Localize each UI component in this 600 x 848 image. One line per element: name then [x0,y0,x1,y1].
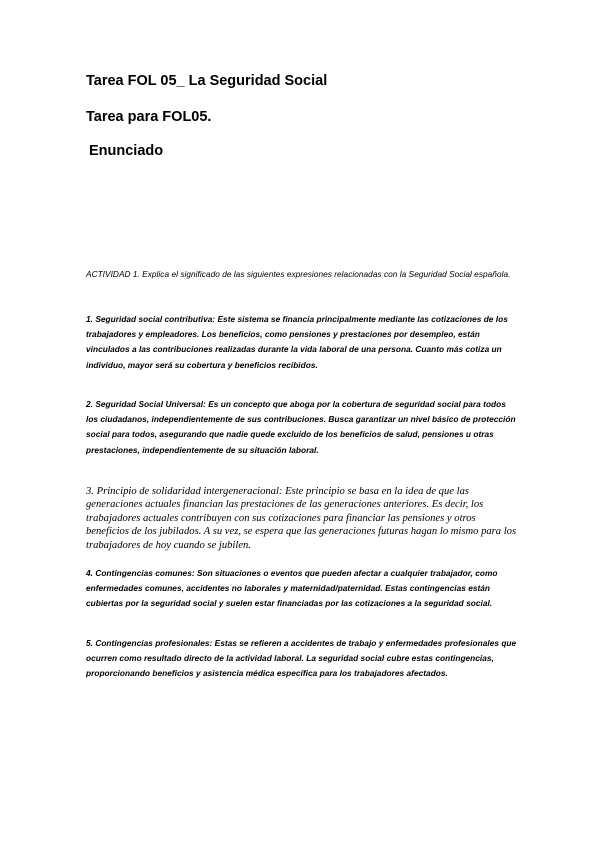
document-subtitle: Tarea para FOL05. [86,109,212,125]
document-title: Tarea FOL 05_ La Seguridad Social [86,73,328,89]
definition-universal: 2. Seguridad Social Universal: Es un concepto que aboga por la cobertura de seguridad social para todos los ciudadanos, independientemente de sus contribuciones. Busca garantizar un nivel básico de protección social para todos, asegurando que nadie quede excluido de los beneficios de salud, pensiones u otras prestaciones, independientemente de su situación laboral. [86,399,516,455]
definition-solidaridad: 3. Principio de solidaridad intergeneracional: Este principio se basa en la idea de que las generaciones actuales financian las prestaciones de las generaciones anteriores. Es decir, los trabajadores actuales contribuyen con sus cotizaciones para financiar las pensiones y otros beneficios de los jubilados. A su vez, se espera que las generaciones futuras hagan lo mismo para los trabajadores de hoy cuando se jubilen. [86,486,517,551]
definition-contributiva: 1. Seguridad social contributiva: Este sistema se financia principalmente mediante las cotizaciones de los trabajadores y empleadores. Los beneficios, como pensiones y prestaciones por desempleo, están vinculados a las contribuciones realizadas durante la vida laboral de una persona. Cuanto más cotiza un individuo, mayor será su cobertura y beneficios recibidos. [86,314,508,370]
section-heading: Enunciado [89,143,164,159]
activity-intro: ACTIVIDAD 1. Explica el significado de las siguientes expresiones relacionadas con la Seguridad Social española. [86,269,511,279]
definition-contingencias-profesionales: 5. Contingencias profesionales: Estas se refieren a accidentes de trabajo y enfermedades profesionales que ocurren como resultado directo de la actividad laboral. La seguridad social cubre estas contingencias, proporcionando beneficios y asistencia médica específica para los trabajadores afectados. [86,638,517,679]
definition-contingencias-comunes: 4. Contingencias comunes: Son situaciones o eventos que pueden afectar a cualquier trabajador, como enfermedades comunes, accidentes no laborales y maternidad/paternidad. Estas contingencias están cubiertas por la seguridad social y suelen estar financiadas por las cotizaciones a la seguridad social. [86,568,498,609]
